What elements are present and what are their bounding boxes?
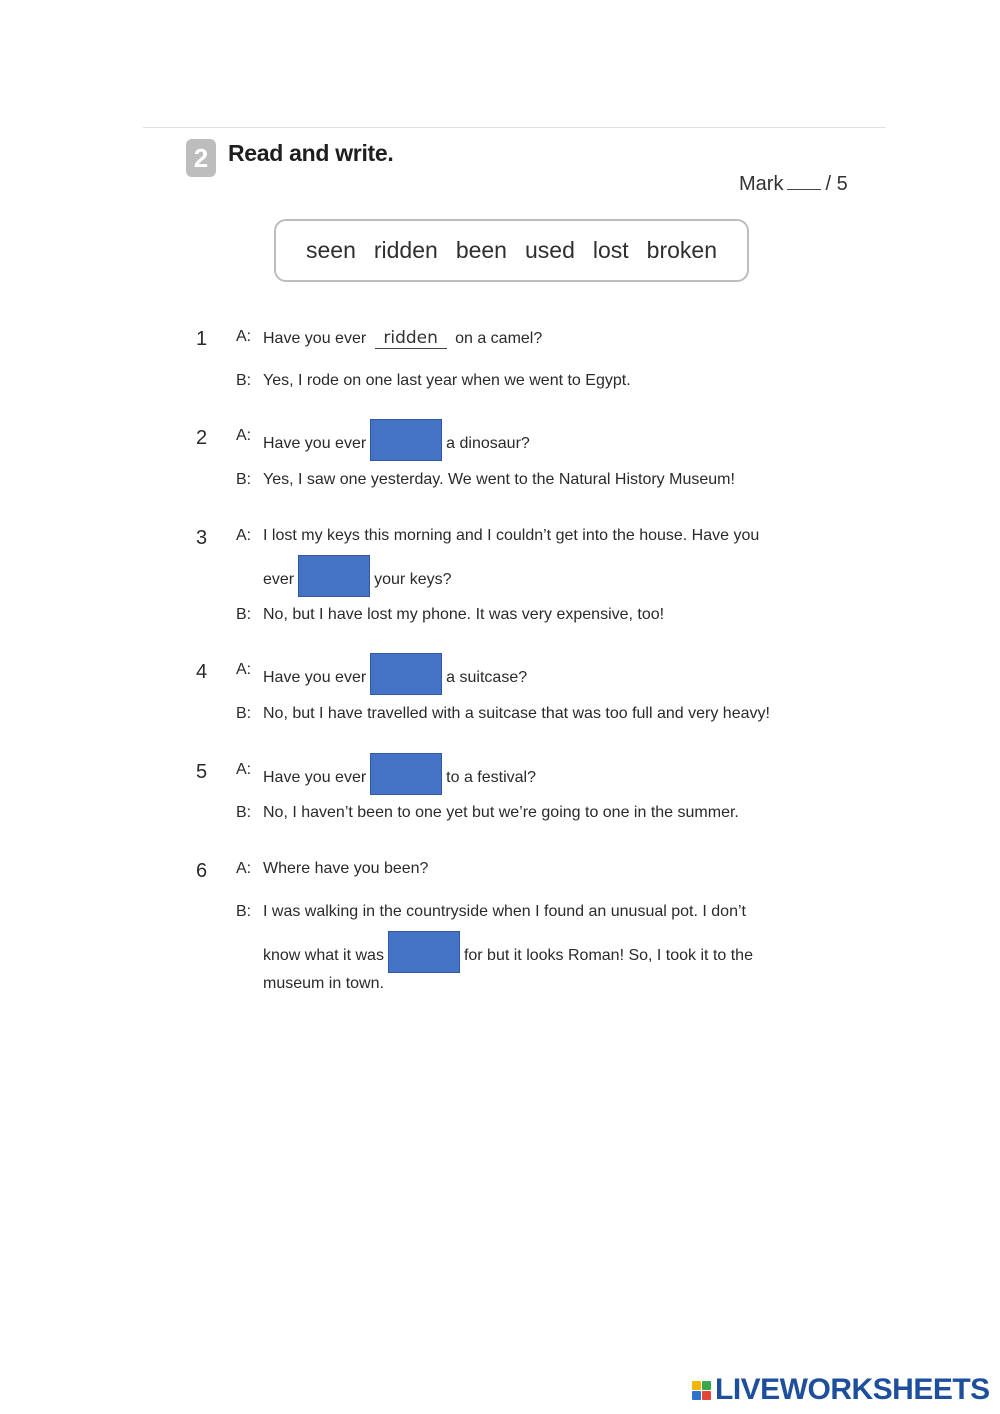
word-bank-word: seen xyxy=(306,237,356,263)
item-6-response-cont: know what it was for but it looks Roman! So, I took it to the xyxy=(263,939,753,973)
speaker-a: A: xyxy=(236,328,252,345)
item-3-response: No, but I have lost my phone. It was very expensive, too! xyxy=(263,606,665,623)
item-number: 2 xyxy=(196,427,208,449)
item-number: 5 xyxy=(196,761,208,783)
speaker-b: B: xyxy=(236,804,252,821)
item-6-line-a xyxy=(0,860,1000,890)
item-1-line-b xyxy=(0,372,1000,402)
liveworksheets-icon xyxy=(692,1381,711,1400)
answer-gap-3[interactable] xyxy=(298,555,370,597)
mark-label: Mark xyxy=(739,173,784,195)
word-bank-word: used xyxy=(524,237,575,263)
mark-total: / 5 xyxy=(825,173,848,195)
example-answer: ridden xyxy=(375,328,447,349)
answer-gap-5[interactable] xyxy=(370,753,442,795)
speaker-a: A: xyxy=(236,427,252,444)
item-5-question: Have you ever to a festival? xyxy=(263,761,536,795)
mark-blank xyxy=(787,173,821,190)
item-number: 4 xyxy=(196,661,208,683)
speaker-b: B: xyxy=(236,372,252,389)
item-4-question: Have you ever a suitcase? xyxy=(263,661,527,695)
item-1-question: Have you ever ridden on a camel? xyxy=(263,328,543,348)
exercise-title: Read and write. xyxy=(228,140,394,166)
item-2-line-b xyxy=(0,471,1000,501)
item-number: 3 xyxy=(196,527,208,549)
item-2-line-a xyxy=(0,427,1000,457)
item-6-response: I was walking in the countryside when I found an unusual pot. I don’t xyxy=(263,903,746,920)
item-6-line-b3 xyxy=(0,975,1000,1005)
item-6-response-end: museum in town. xyxy=(263,975,384,992)
item-5-line-a xyxy=(0,761,1000,791)
item-4-line-b xyxy=(0,705,1000,735)
item-4-line-a xyxy=(0,661,1000,691)
item-6-line-b xyxy=(0,903,1000,933)
item-1-response: Yes, I rode on one last year when we went to Egypt. xyxy=(263,372,631,389)
liveworksheets-wordmark: LIVEWORKSHEETS xyxy=(715,1373,990,1406)
top-divider xyxy=(143,127,886,128)
item-3-line-a2 xyxy=(0,563,1000,593)
item-6-line-b2 xyxy=(0,939,1000,969)
item-2-response: Yes, I saw one yesterday. We went to the Natural History Museum! xyxy=(263,471,735,488)
word-bank xyxy=(274,219,749,282)
item-3-question-cont: ever your keys? xyxy=(263,563,452,597)
speaker-a: A: xyxy=(236,860,252,877)
item-6-question: Where have you been? xyxy=(263,860,429,877)
speaker-b: B: xyxy=(236,471,252,488)
speaker-b: B: xyxy=(236,606,252,623)
item-5-response: No, I haven’t been to one yet but we’re going to one in the summer. xyxy=(263,804,739,821)
item-5-line-b xyxy=(0,804,1000,834)
liveworksheets-logo xyxy=(692,1373,990,1407)
answer-gap-6[interactable] xyxy=(388,931,460,973)
item-1-line-a xyxy=(0,328,1000,358)
speaker-a: A: xyxy=(236,761,252,778)
item-2-question: Have you ever a dinosaur? xyxy=(263,427,530,461)
item-3-question: I lost my keys this morning and I couldn’t get into the house. Have you xyxy=(263,527,760,544)
speaker-a: A: xyxy=(236,527,252,544)
speaker-a: A: xyxy=(236,661,252,678)
item-3-line-a xyxy=(0,527,1000,557)
item-number: 6 xyxy=(196,860,208,882)
word-bank-word: been xyxy=(455,237,507,263)
item-3-line-b xyxy=(0,606,1000,636)
word-bank-word: lost xyxy=(592,237,629,263)
speaker-b: B: xyxy=(236,903,252,920)
answer-gap-2[interactable] xyxy=(370,419,442,461)
speaker-b: B: xyxy=(236,705,252,722)
exercise-number-badge: 2 xyxy=(186,139,216,177)
mark-score xyxy=(739,173,848,196)
word-bank-word: broken xyxy=(646,237,717,263)
answer-gap-4[interactable] xyxy=(370,653,442,695)
item-4-response: No, but I have travelled with a suitcase that was too full and very heavy! xyxy=(263,705,770,722)
item-number: 1 xyxy=(196,328,208,350)
word-bank-word: ridden xyxy=(373,237,438,263)
